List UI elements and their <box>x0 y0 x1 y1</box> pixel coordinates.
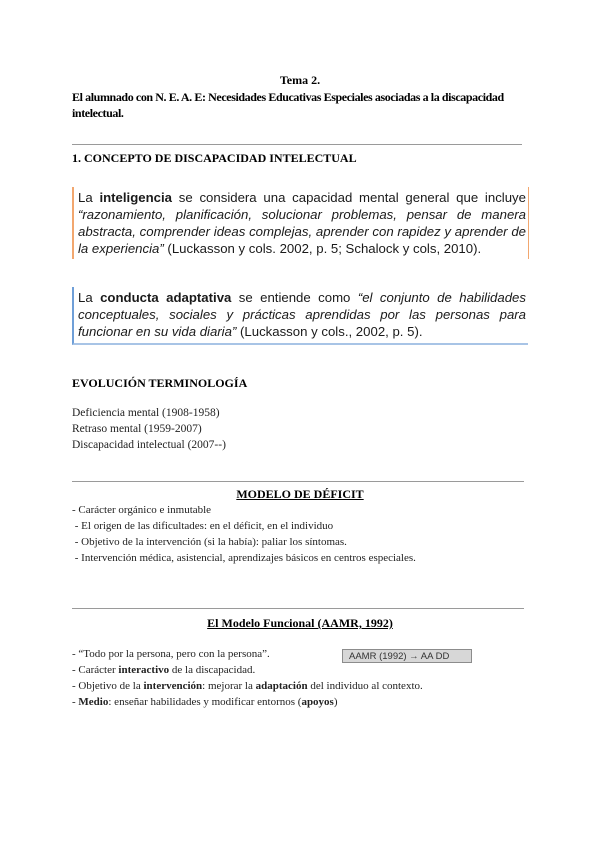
deficit-model-list <box>72 502 416 566</box>
keyword: intervención <box>143 680 203 692</box>
divider <box>72 481 524 482</box>
list-item <box>72 662 423 678</box>
text: : mejorar la <box>202 680 256 692</box>
keyword: adaptación <box>255 680 308 692</box>
text: La <box>78 190 100 205</box>
functional-model-title: El Modelo Funcional (AAMR, 1992) <box>207 616 393 630</box>
list-item: Deficiencia mental (1908-1958) <box>72 407 220 419</box>
text: de la discapacidad. <box>169 664 256 676</box>
keyword: Medio <box>78 696 109 708</box>
citation: (Luckasson y cols., 2002, p. 5). <box>236 324 423 339</box>
text: del individuo al contexto. <box>307 680 423 692</box>
list-item: - El origen de las dificultades: en el déficit, en el individuo <box>72 520 334 532</box>
definition-box-conducta-adaptativa <box>72 287 528 345</box>
list-item: Retraso mental (1959-2007) <box>72 423 202 435</box>
topic-number: Tema 2. <box>279 73 321 87</box>
evolution-list <box>72 405 226 453</box>
text: : enseñar habilidades y modificar entornos ( <box>108 696 302 708</box>
text: ) <box>333 696 338 708</box>
keyword: apoyos <box>301 696 334 708</box>
text: - <box>72 696 79 708</box>
keyword: interactivo <box>118 664 170 676</box>
text: - Carácter <box>72 664 119 676</box>
list-item <box>72 678 423 694</box>
text: se entiende como <box>231 290 358 305</box>
quote: “el conjunto de habilidades conceptuales, sociales y prácticas aprendidas por las personas para funcionar en su vida diaria” <box>78 290 526 339</box>
text: se considera una capacidad mental general que incluye <box>172 190 526 205</box>
list-item: - Objetivo de la intervención (si la había): paliar los síntomas. <box>72 536 347 548</box>
list-item: - Carácter orgánico e inmutable <box>72 504 212 516</box>
list-item: - “Todo por la persona, pero con la persona”. <box>72 648 270 660</box>
text: La <box>78 290 101 305</box>
evolution-title: EVOLUCIÓN TERMINOLOGÍA <box>72 376 248 390</box>
quote: “razonamiento, planificación, solucionar problemas, pensar de manera abstracta, comprender ideas complejas, aprender con rapidez y aprender de la experiencia” <box>78 207 526 256</box>
definition-box-inteligencia <box>72 187 529 259</box>
aamr-note-badge: AAMR (1992) → AA DD <box>342 649 472 663</box>
deficit-model-title: MODELO DE DÉFICIT <box>236 487 364 501</box>
divider <box>72 144 522 145</box>
divider <box>72 608 524 609</box>
text: - Objetivo de la <box>72 680 144 692</box>
section-title: 1. CONCEPTO DE DISCAPACIDAD INTELECTUAL <box>72 151 357 165</box>
list-item: Discapacidad intelectual (2007--) <box>72 439 226 451</box>
term: conducta adaptativa <box>100 290 232 305</box>
functional-model-list <box>72 646 423 710</box>
term: inteligencia <box>99 190 172 205</box>
list-item <box>72 694 423 710</box>
document-subtitle: El alumnado con N. E. A. E: Necesidades Educativas Especiales asociadas a la discapacidad intelectual. <box>72 90 504 120</box>
list-item: - Intervención médica, asistencial, aprendizajes básicos en centros especiales. <box>72 552 416 564</box>
citation: (Luckasson y cols. 2002, p. 5; Schalock y cols, 2010). <box>163 241 482 256</box>
